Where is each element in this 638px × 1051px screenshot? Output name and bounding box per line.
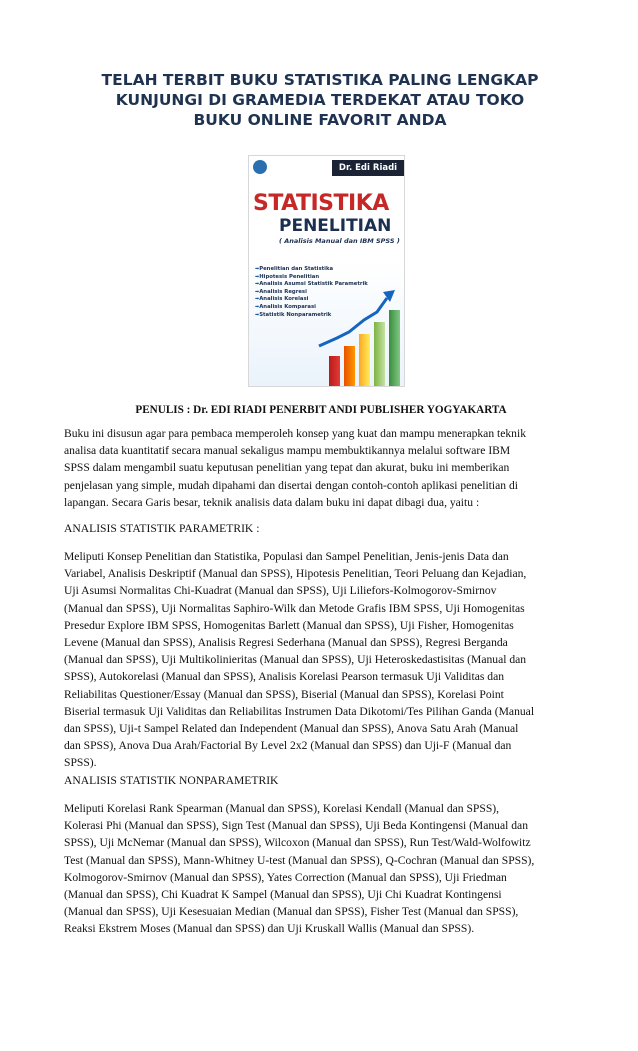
banner-line: KUNJUNGI DI GRAMEDIA TERDEKAT ATAU TOKO <box>115 91 525 109</box>
cover-author: Dr. Edi Riadi <box>332 160 404 176</box>
text-line: SPSS dalam mengambil suatu keputusan penelitian yang tepat dan akurat, buku ini memberikan <box>64 461 510 475</box>
text-line: Levene (Manual dan SPSS), Analisis Regresi Sederhana (Manual dan SPSS), Regresi Berganda <box>64 636 508 650</box>
text-line: SPSS). <box>64 756 97 770</box>
cover-topic-list <box>255 266 368 319</box>
text-line: (Manual dan SPSS), Uji Multikolinieritas (Manual dan SPSS), Uji Heteroskedastisitas (Manual dan <box>64 653 527 667</box>
cover-bar <box>389 310 400 386</box>
section-heading-parametrik: ANALISIS STATISTIK PARAMETRIK : <box>64 522 260 535</box>
book-cover-image <box>248 155 405 387</box>
cover-topic: ➡ Statistik Nonparametrik <box>255 312 368 320</box>
cover-topic: ➡ Analisis Korelasi <box>255 296 368 304</box>
publisher-logo-icon <box>253 160 267 174</box>
cover-subtitle-detail: ( Analisis Manual dan IBM SPSS ) <box>279 237 400 245</box>
text-line: lapangan. Secara Garis besar, teknik analisis data dalam buku ini dapat dibagi dua, yaitu : <box>64 495 480 509</box>
text-line: dan SPSS), Uji-t Sampel Related dan Independent (Manual dan SPSS), Anova Satu Arah (Manual <box>64 722 519 736</box>
parametrik-paragraph <box>64 548 594 772</box>
text-line: Test (Manual dan SPSS), Mann-Whitney U-test (Manual dan SPSS), Q-Cochran (Manual dan SPSS), <box>64 853 535 867</box>
text-line: (Manual dan SPSS), Uji Kesesuaian Median (Manual dan SPSS), Fisher Test (Manual dan SPSS), <box>64 905 519 919</box>
cover-topic: ➡ Analisis Komparasi <box>255 304 368 312</box>
section-heading-nonparametrik: ANALISIS STATISTIK NONPARAMETRIK <box>64 774 279 787</box>
text-line: Meliputi Korelasi Rank Spearman (Manual dan SPSS), Korelasi Kendall (Manual dan SPSS), <box>64 802 500 815</box>
text-line: Reaksi Ekstrem Moses (Manual dan SPSS) dan Uji Kruskall Wallis (Manual dan SPSS). <box>64 922 475 936</box>
cover-topic: ➡ Hipotesis Penelitian <box>255 274 368 282</box>
text-line: Kolmogorov-Smirnov (Manual dan SPSS), Yates Correction (Manual dan SPSS), Uji Friedman <box>64 870 507 884</box>
text-line: Meliputi Konsep Penelitian dan Statistika, Populasi dan Sampel Penelitian, Jenis-jenis Data dan <box>64 550 509 563</box>
text-line: SPSS), Autokorelasi (Manual dan SPSS), Analisis Korelasi Pearson termasuk Uji Validitas dan <box>64 670 505 684</box>
text-line: Kolerasi Phi (Manual dan SPSS), Sign Test (Manual dan SPSS), Uji Beda Kontingensi (Manual dan <box>64 819 528 833</box>
cover-subtitle: PENELITIAN <box>279 216 392 236</box>
cover-topic: ➡ Penelitian dan Statistika <box>255 266 368 274</box>
cover-topic: ➡ Analisis Regresi <box>255 289 368 297</box>
text-line: analisa data kuantitatif secara manual sekaligus mampu membuktikannya melalui software IBM <box>64 444 511 458</box>
cover-bar <box>329 356 340 386</box>
cover-bar <box>344 346 355 386</box>
banner-line: TELAH TERBIT BUKU STATISTIKA PALING LENGKAP <box>101 71 539 89</box>
text-line: Reliabilitas Questioner/Essay (Manual dan SPSS), Biserial (Manual dan SPSS), Korelasi Point <box>64 687 504 701</box>
text-line: (Manual dan SPSS), Chi Kuadrat K Sampel (Manual dan SPSS), Uji Chi Kuadrat Kontingensi <box>64 888 502 902</box>
text-line: Biserial termasuk Uji Validitas dan Reliabilitas Instrumen Data Dikotomi/Tes Pilihan Ganda (Manual <box>64 704 535 718</box>
text-line: Uji Asumsi Normalitas Chi-Kuadrat (Manual dan SPSS), Uji Liliefors-Kolmogorov-Smirnov <box>64 584 497 598</box>
cover-bar <box>374 322 385 386</box>
banner-line: BUKU ONLINE FAVORIT ANDA <box>193 111 447 129</box>
intro-paragraph <box>64 425 594 511</box>
text-line: Presedur Explore IBM SPSS, Homogenitas Barlett (Manual dan SPSS), Uji Fisher, Homogenitas <box>64 618 514 632</box>
cover-bar <box>359 334 370 386</box>
cover-title: STATISTIKA <box>253 191 389 216</box>
cover-topic: ➡ Analisis Asumsi Statistik Parametrik <box>255 281 368 289</box>
text-line: dan SPSS), Anova Dua Arah/Factorial By Level 2x2 (Manual dan SPSS) dan Uji-F (Manual dan <box>64 739 512 753</box>
cover-header <box>249 156 404 178</box>
text-line: Variabel, Analisis Deskriptif (Manual dan SPSS), Hipotesis Penelitian, Teori Peluang dan Kejadian, <box>64 567 527 581</box>
author-publisher-line: PENULIS : Dr. EDI RIADI PENERBIT ANDI PUBLISHER YOGYAKARTA <box>135 404 507 416</box>
text-line: (Manual dan SPSS), Uji Normalitas Saphiro-Wilk dan Metode Grafis IBM SPSS, Uji Homogenitas <box>64 601 525 615</box>
text-line: penjelasan yang simple, mudah dipahami dan disertai dengan contoh-contoh aplikasi penelitian di <box>64 478 518 492</box>
text-line: Buku ini disusun agar para pembaca memperoleh konsep yang kuat dan mampu menerapkan teknik <box>64 427 527 440</box>
promo-banner <box>60 70 580 130</box>
nonparametrik-paragraph <box>64 800 594 938</box>
text-line: SPSS), Uji McNemar (Manual dan SPSS), Wilcoxon (Manual dan SPSS), Run Test/Wald-Wolfowitz <box>64 836 531 850</box>
